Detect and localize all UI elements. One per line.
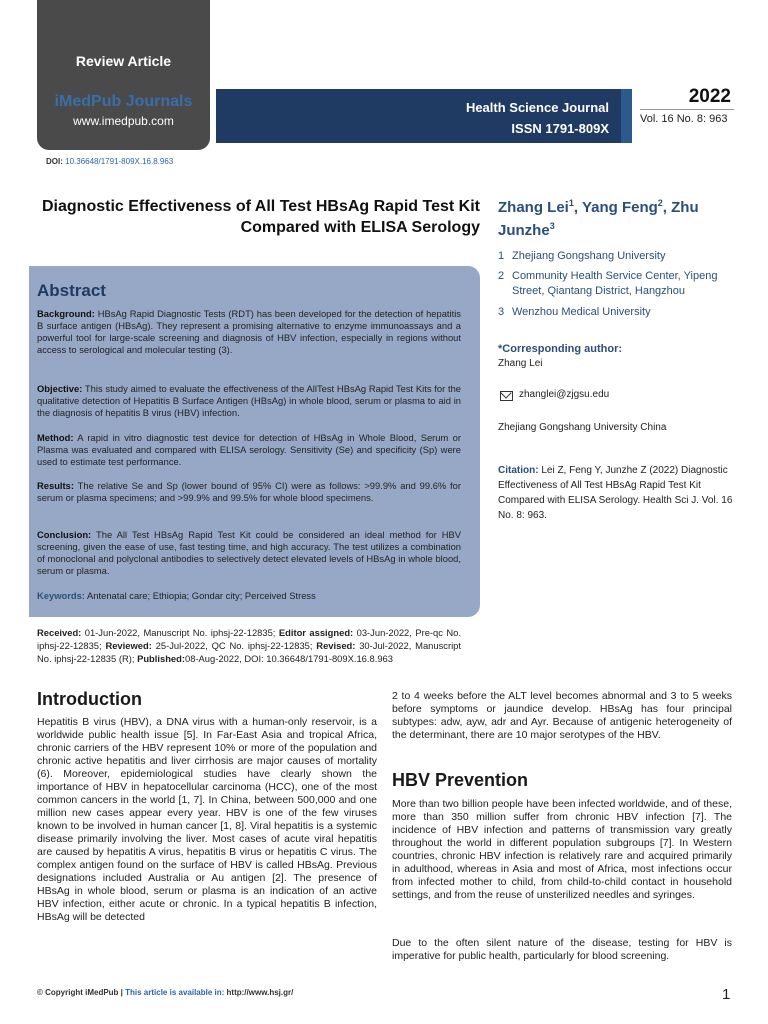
affiliation-item	[498, 305, 743, 320]
publication-year: 2022	[688, 86, 731, 107]
publisher-tab	[37, 0, 210, 150]
date-label: Revised:	[316, 640, 356, 651]
abstract-heading: Abstract	[37, 281, 106, 300]
manuscript-dates	[37, 626, 461, 665]
availability-text: This article is available in:	[125, 988, 225, 997]
author-list: Zhang Lei$^1$, Yang Feng$^2$, Zhu Junzhe$^3$	[498, 198, 699, 239]
divider	[640, 109, 734, 110]
affiliation-number: 1	[498, 250, 505, 262]
page-number: 1	[722, 986, 731, 1003]
keywords-label: Keywords:	[37, 590, 85, 601]
publisher-logo: iMedPub Journals	[54, 93, 193, 110]
journal-band	[216, 89, 621, 143]
affiliation-item	[498, 269, 743, 299]
section-label: Conclusion:	[37, 529, 92, 540]
footer-link[interactable]: http://www.hsj.gr/	[226, 988, 294, 997]
abstract-results	[37, 480, 461, 504]
prevention-paragraph: Due to the often silent nature of the disease, testing for HBV is imperative for public health, particularly for blood screening.	[392, 937, 732, 962]
prevention-heading: HBV Prevention	[392, 770, 529, 790]
corresponding-label: *Corresponding author:	[498, 343, 623, 355]
section-label: Method:	[37, 432, 74, 443]
prevention-paragraph: More than two billion people have been infected worldwide, and of these, more than 350 million suffer from chronic HBV infection [7]. The incidence of HBV infection and patterns of transmission vary greatly throughout the world in different population subgroups [7]. In Western countries, chronic HBV infection is relatively rare and acquired primarily in adulthood, whereas in Asia and most of Africa, most infections occur from infected mother to child, from child-to-child contact in household settings, and from the reuse of unsterilized needles and syringes.	[392, 798, 732, 901]
abstract-background	[37, 308, 461, 356]
citation-label: Citation:	[498, 465, 539, 476]
affiliation-item	[498, 249, 743, 264]
section-text: This study aimed to evaluate the effectiveness of the AllTest HBsAg Rapid Test Kits for the qualitative detection of Hepatitis B Surface Antigen (HBsAg) in whole blood, serum or plasma to aid in the diagnosis of hepatitis B virus (HBV) infection.	[37, 383, 461, 418]
affiliation-text: Community Health Service Center, Yipeng Street, Qiantang District, Hangzhou	[512, 270, 718, 297]
doi-label: DOI:	[46, 157, 63, 166]
article-type: Review Article	[75, 53, 172, 69]
section-label: Background:	[37, 308, 95, 319]
volume-info: Vol. 16 No. 8: 963	[640, 113, 728, 125]
journal-title: Health Science Journal	[465, 100, 609, 115]
affiliation-number: 3	[498, 306, 505, 318]
author-sup: 3	[549, 221, 555, 231]
affiliation-text: Zhejiang Gongshang University	[512, 250, 666, 262]
article-title: Diagnostic Effectiveness of All Test HBsAg Rapid Test Kit Compared with ELISA Serology	[42, 198, 480, 236]
affiliation-text: Wenzhou Medical University	[512, 306, 651, 318]
date-value: 25-Jul-2022, QC No. iphsj-22-12835;	[155, 640, 313, 651]
journal-band-edge	[621, 89, 632, 143]
corresponding-name: Zhang Lei	[498, 358, 543, 369]
publisher-url[interactable]: www.imedpub.com	[73, 114, 174, 128]
author-name: Zhang Lei	[498, 199, 569, 216]
date-value: 08-Aug-2022, DOI: 10.36648/1791-809X.16.8.963	[184, 653, 393, 664]
date-label: Editor assigned:	[278, 627, 354, 638]
journal-issn: ISSN 1791-809X	[511, 121, 609, 136]
section-label: Results:	[37, 480, 74, 491]
author-sup: 2	[657, 198, 663, 208]
date-value: 30-Jul-2022, Manuscript No. iphsj-22-12835 (R);	[37, 640, 461, 664]
footer-copyright	[37, 988, 293, 997]
corresponding-institution: Zhejiang Gongshang University China	[498, 422, 667, 433]
citation-text: Lei Z, Feng Y, Junzhe Z (2022) Diagnostic Effectiveness of All Test HBsAg Rapid Test Kit Compared with ELISA Serology. Health Sci J. Vol. 16 No. 8: 963.	[498, 465, 733, 521]
date-label: Reviewed:	[105, 640, 152, 651]
copyright-text: © Copyright iMedPub |	[37, 988, 123, 997]
abstract-conclusion	[37, 529, 461, 577]
author-name: Zhu Junzhe	[498, 199, 699, 239]
section-text: The relative Se and Sp (lower bound of 95% CI) were as follows: >99.9% and 99.6% for serum or plasma specimens; and >99.9% and 99.5% for whole blood specimens.	[37, 480, 461, 503]
abstract-method	[37, 432, 461, 468]
date-value: 01-Jun-2022, Manuscript No. iphsj-22-12835;	[84, 627, 276, 638]
author-sup: 1	[568, 198, 574, 208]
envelope-icon	[500, 391, 513, 401]
keywords	[37, 590, 461, 601]
citation-block	[498, 463, 736, 523]
date-label: Published:	[137, 653, 185, 664]
date-label: Received:	[37, 627, 82, 638]
introduction-heading: Introduction	[37, 689, 142, 709]
section-text: A rapid in vitro diagnostic test device for detection of HBsAg in Whole Blood, Serum or Plasma was evaluated and compared with ELISA serology. Sensitivity (Se) and specificity (Sp) were used to estimate test performance.	[37, 432, 461, 467]
section-text: The All Test HBsAg Rapid Test Kit could be considered an ideal method for HBV screening, given the ease of use, fast testing time, and high accuracy. The test utilizes a combination of monoclonal and polyclonal antibodies to selectively detect elevated levels of HBsAg in whole blood, serum or plasma.	[37, 529, 461, 576]
affiliation-number: 2	[498, 270, 505, 282]
doi-line	[46, 157, 173, 166]
doi-link[interactable]: 10.36648/1791-809X.16.8.963	[65, 157, 174, 166]
introduction-text: Hepatitis B virus (HBV), a DNA virus with a human-only reservoir, is a worldwide public health issue [5]. In Far-East Asia and tropical Africa, chronic carriers of the HBV represent 10% or more of the population and chronic active hepatitis and liver cirrhosis are major causes of mortality (6). Moreover, epidemiological studies have clearly shown the importance of HBV in hepatocellular carcinoma (HCC), one of the most common cancers in the world [1, 7]. In China, between 500,000 and one million new cases appear every year. HBV is one of the few viruses known to be involved in human cancer [1, 8]. Viral hepatitis is a systemic disease primarily involving the liver. Most cases of acute viral hepatitis are caused by hepatitis A virus, hepatitis B virus or hepatitis C virus. The complex antigen found on the surface of HBV is called HBsAg. Previous designations included Australia or Au antigen [2]. The presence of HBsAg in whole blood, serum or plasma is an indication of an active HBV infection, either acute or chronic. In a typical hepatitis B infection, HBsAg will be detected	[37, 716, 377, 923]
section-label: Objective:	[37, 383, 83, 394]
author-name: Yang Feng	[581, 199, 658, 216]
date-value: 03-Jun-2022, Pre-qc No. iphsj-22-12835;	[37, 627, 461, 651]
keywords-text: Antenatal care; Ethiopia; Gondar city; Perceived Stress	[87, 590, 316, 601]
introduction-continued: 2 to 4 weeks before the ALT level becomes abnormal and 3 to 5 weeks before symptoms or jaundice develop. HBsAg has four principal subtypes: adw, ayw, adr and Ayr. Because of antigenic heterogeneity of the determinant, there are 10 major serotypes of the HBV.	[392, 690, 732, 741]
section-text: HBsAg Rapid Diagnostic Tests (RDT) has been developed for the detection of hepatitis B surface antigen (HBsAg). They represent a promising alternative to enzyme immunoassays and a powerful tool for large-scale screening and diagnosis of HBV infection, especially in regions without access to serological and molecular testing (3).	[37, 308, 461, 355]
abstract-objective	[37, 383, 461, 419]
corresponding-email[interactable]: zhanglei@zjgsu.edu	[519, 389, 610, 400]
